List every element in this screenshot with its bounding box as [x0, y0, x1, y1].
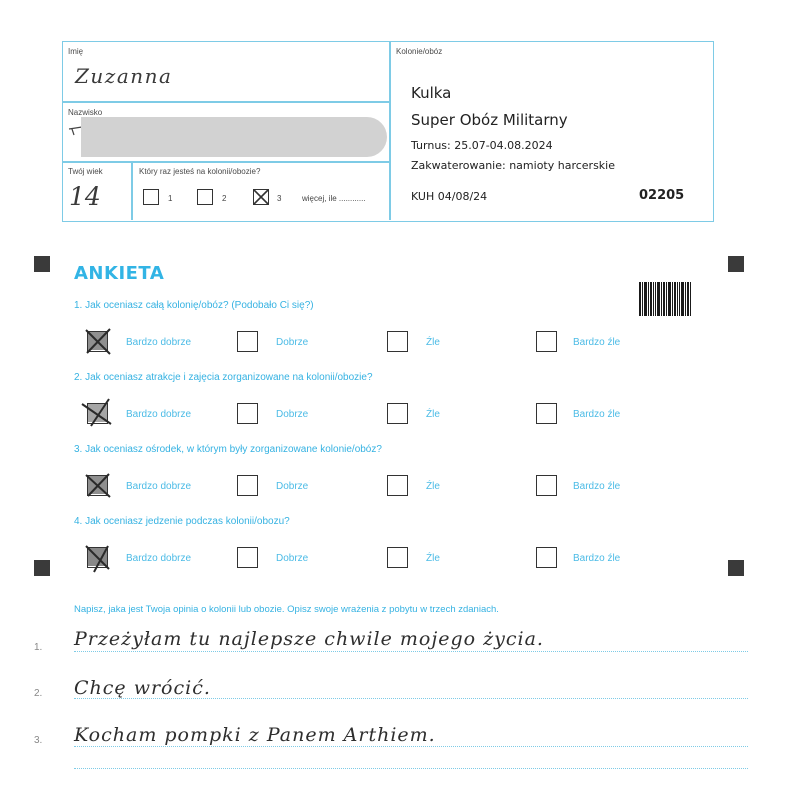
times-checkbox-3[interactable] — [253, 189, 269, 205]
times-checkbox-1[interactable] — [143, 189, 159, 205]
camp-code: KUH 04/08/24 — [411, 190, 488, 203]
header-divider — [389, 42, 391, 220]
q1-checkbox-bardzo-zle[interactable] — [536, 331, 557, 352]
writing-line — [74, 651, 748, 652]
registration-mark — [728, 560, 744, 576]
q1-checkbox-zle[interactable] — [387, 331, 408, 352]
q4-option-bardzo-dobrze: Bardzo dobrze — [126, 553, 192, 564]
q3-checkbox-bardzo-dobrze[interactable] — [87, 475, 108, 496]
q3-option-dobrze: Dobrze — [276, 481, 309, 492]
q2-option-zle: Źle — [426, 409, 440, 420]
camp-name: Kulka — [411, 84, 452, 102]
opinion-line-number: 3. — [34, 735, 43, 746]
q2-checkbox-bardzo-zle[interactable] — [536, 403, 557, 424]
q1-option-dobrze: Dobrze — [276, 337, 309, 348]
times-option-2: 2 — [222, 194, 227, 203]
q2-option-bardzo-zle: Bardzo źle — [573, 409, 621, 420]
opinion-line-1[interactable]: Przeżyłam tu najlepsze chwile mojego życia. — [74, 628, 544, 650]
q1-option-bardzo-zle: Bardzo źle — [573, 337, 621, 348]
q4-checkbox-zle[interactable] — [387, 547, 408, 568]
check-mark-icon — [85, 400, 113, 428]
opinion-instruction: Napisz, jaka jest Twoja opinia o kolonii lub obozie. Opisz swoje wrażenia z pobytu w trzech zdaniach. — [74, 604, 499, 615]
q2-option-dobrze: Dobrze — [276, 409, 309, 420]
accommodation: Zakwaterowanie: namioty harcerskie — [411, 159, 615, 172]
opinion-line-number: 2. — [34, 688, 43, 699]
opinion-line-2[interactable]: Chcę wrócić. — [74, 677, 211, 699]
times-more-label: więcej, ile ............ — [302, 194, 366, 203]
q4-checkbox-bardzo-zle[interactable] — [536, 547, 557, 568]
q2-option-bardzo-dobrze: Bardzo dobrze — [126, 409, 192, 420]
registration-mark — [34, 560, 50, 576]
age-value[interactable]: 14 — [69, 182, 101, 211]
registration-mark — [728, 256, 744, 272]
question-4-text: 4. Jak oceniasz jedzenie podczas kolonii/obozu? — [74, 516, 290, 527]
last-name-redaction[interactable] — [81, 117, 387, 157]
q2-checkbox-bardzo-dobrze[interactable] — [87, 403, 108, 424]
q4-checkbox-bardzo-dobrze[interactable] — [87, 547, 108, 568]
times-option-3: 3 — [277, 194, 282, 203]
writing-line — [74, 698, 748, 699]
q3-checkbox-dobrze[interactable] — [237, 475, 258, 496]
q2-checkbox-dobrze[interactable] — [237, 403, 258, 424]
check-mark-icon — [85, 544, 113, 572]
form-number: 02205 — [639, 188, 685, 203]
question-1-text: 1. Jak oceniasz całą kolonię/obóz? (Podobało Ci się?) — [74, 300, 314, 311]
header-divider — [63, 161, 389, 163]
q3-option-bardzo-zle: Bardzo źle — [573, 481, 621, 492]
check-mark-icon — [85, 328, 113, 356]
writing-line — [74, 746, 748, 747]
camp-label: Kolonie/obóz — [396, 47, 443, 56]
times-check-mark-icon — [252, 188, 270, 206]
age-label: Twój wiek — [68, 167, 103, 176]
q3-checkbox-zle[interactable] — [387, 475, 408, 496]
first-name-label: Imię — [68, 47, 84, 56]
q1-option-zle: Źle — [426, 337, 440, 348]
check-mark-icon — [85, 472, 113, 500]
last-name-label: Nazwisko — [68, 108, 103, 117]
q4-checkbox-dobrze[interactable] — [237, 547, 258, 568]
q1-checkbox-dobrze[interactable] — [237, 331, 258, 352]
times-label: Który raz jesteś na kolonii/obozie? — [139, 167, 261, 176]
question-2-text: 2. Jak oceniasz atrakcje i zajęcia zorganizowane na kolonii/obozie? — [74, 372, 373, 383]
q1-option-bardzo-dobrze: Bardzo dobrze — [126, 337, 192, 348]
q4-option-bardzo-zle: Bardzo źle — [573, 553, 621, 564]
turnus-dates: Turnus: 25.07-04.08.2024 — [411, 139, 553, 152]
camp-type: Super Obóz Militarny — [411, 111, 568, 129]
opinion-line-number: 1. — [34, 642, 43, 653]
q1-checkbox-bardzo-dobrze[interactable] — [87, 331, 108, 352]
q4-option-dobrze: Dobrze — [276, 553, 309, 564]
header-divider — [63, 101, 389, 103]
survey-title: ANKIETA — [74, 263, 165, 284]
first-name-value[interactable]: Zuzanna — [75, 64, 173, 88]
q3-checkbox-bardzo-zle[interactable] — [536, 475, 557, 496]
writing-line — [74, 768, 748, 769]
participant-info-box — [62, 41, 714, 222]
times-option-1: 1 — [168, 194, 173, 203]
q3-option-zle: Źle — [426, 481, 440, 492]
question-3-text: 3. Jak oceniasz ośrodek, w którym były zorganizowane kolonie/obóz? — [74, 444, 382, 455]
times-checkbox-2[interactable] — [197, 189, 213, 205]
opinion-line-3[interactable]: Kocham pompki z Panem Arthiem. — [74, 724, 436, 746]
q4-option-zle: Źle — [426, 553, 440, 564]
header-divider — [131, 161, 133, 220]
registration-mark — [34, 256, 50, 272]
q2-checkbox-zle[interactable] — [387, 403, 408, 424]
barcode-icon — [639, 282, 691, 316]
q3-option-bardzo-dobrze: Bardzo dobrze — [126, 481, 192, 492]
